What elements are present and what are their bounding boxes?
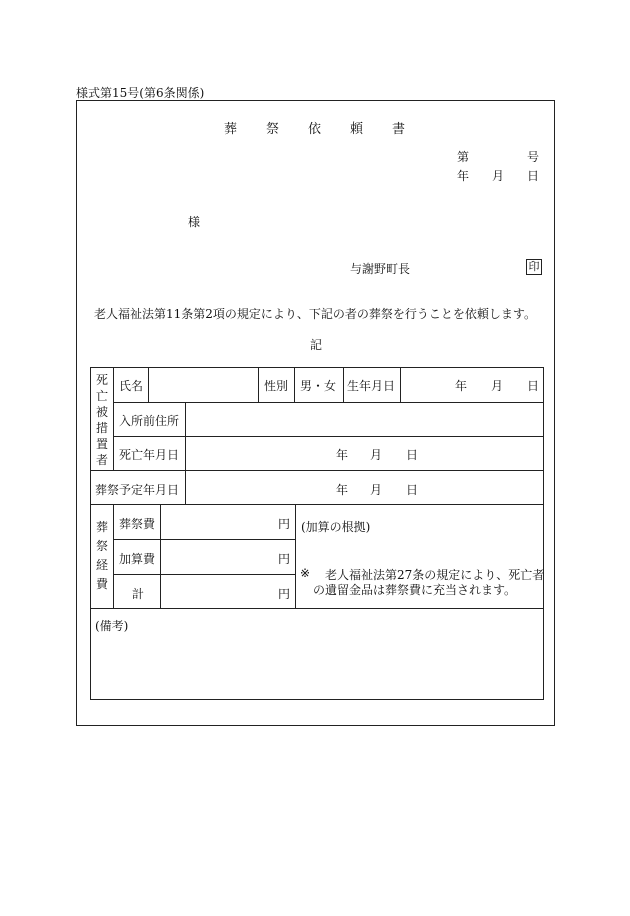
issue-year: 年 (457, 169, 470, 183)
seal-mark: 印 (526, 259, 542, 275)
table-rule (185, 402, 186, 504)
vertical-char: 置 (95, 437, 108, 451)
funeral-day-unit: 日 (406, 483, 419, 497)
funeral-date-label: 葬祭予定年月日 (95, 483, 180, 497)
title-char: 祭 (265, 122, 280, 137)
additional-fee-label: 加算費 (119, 552, 156, 566)
death-month-unit: 月 (370, 448, 383, 462)
ki-heading: 記 (310, 338, 323, 352)
vertical-char: 者 (95, 453, 108, 467)
death-day-unit: 日 (406, 448, 419, 462)
issuer-name: 与謝野町長 (350, 262, 411, 276)
note-mark: ※ (300, 566, 311, 580)
table-rule (295, 504, 296, 608)
deceased-group-label (94, 372, 110, 468)
vertical-char: 死 (95, 373, 108, 387)
request-statement: 老人福祉法第11条第2項の規定により、下記の者の葬祭を行うことを依頼します。 (94, 307, 536, 321)
number-suffix: 号 (527, 150, 540, 164)
death-date-label: 死亡年月日 (119, 448, 180, 462)
table-rule (400, 367, 401, 402)
vertical-char: 費 (95, 577, 108, 591)
remarks-label: (備考) (95, 619, 129, 633)
table-rule (258, 367, 259, 402)
table-rule (113, 436, 544, 437)
table-rule (294, 367, 295, 402)
admission-address-label: 入所前住所 (119, 414, 180, 428)
table-rule (113, 504, 114, 608)
table-rule (90, 504, 544, 505)
vertical-char: 経 (95, 558, 108, 572)
issue-month: 月 (492, 169, 505, 183)
table-rule (90, 367, 544, 368)
issue-day: 日 (527, 169, 540, 183)
funeral-year-unit: 年 (336, 483, 349, 497)
name-label: 氏名 (119, 379, 144, 393)
number-prefix: 第 (457, 150, 470, 164)
total-yen: 円 (278, 587, 291, 601)
note-line-2: の遺留金品は葬祭費に充当されます。 (313, 583, 517, 597)
vertical-char: 亡 (95, 389, 108, 403)
total-label: 計 (132, 587, 145, 601)
birth-date-label: 生年月日 (347, 379, 396, 393)
note-line-1: 老人福祉法第27条の規定により、死亡者 (325, 568, 545, 582)
birth-month-unit: 月 (491, 379, 504, 393)
funeral-fee-label: 葬祭費 (119, 517, 156, 531)
birth-year-unit: 年 (455, 379, 468, 393)
funeral-month-unit: 月 (370, 483, 383, 497)
table-rule (90, 608, 544, 609)
title-char: 依 (307, 122, 322, 137)
table-rule (90, 367, 91, 700)
additional-fee-yen: 円 (278, 552, 291, 566)
title-char: 葬 (223, 122, 238, 137)
recipient-honorific: 様 (188, 215, 201, 229)
sex-label: 性別 (264, 379, 289, 393)
table-rule (343, 367, 344, 402)
table-rule (113, 402, 544, 403)
vertical-char: 祭 (95, 539, 108, 553)
vertical-char: 被 (95, 405, 108, 419)
vertical-char: 葬 (95, 520, 108, 534)
title-char: 頼 (350, 122, 365, 137)
table-rule (160, 504, 161, 608)
table-rule (90, 470, 544, 471)
sex-options: 男・女 (300, 379, 337, 393)
table-rule (113, 539, 295, 540)
death-year-unit: 年 (336, 448, 349, 462)
title-char: 書 (392, 122, 407, 137)
table-rule (113, 574, 295, 575)
form-number-label: 様式第15号(第6条関係) (76, 86, 205, 100)
document-title (0, 118, 630, 137)
birth-day-unit: 日 (527, 379, 540, 393)
addition-basis-label: (加算の根拠) (301, 520, 371, 534)
table-rule (543, 367, 544, 700)
expense-group-label (94, 518, 110, 594)
table-rule (113, 367, 114, 470)
table-rule (148, 367, 149, 402)
funeral-fee-yen: 円 (278, 517, 291, 531)
vertical-char: 措 (95, 421, 108, 435)
table-rule (90, 699, 544, 700)
